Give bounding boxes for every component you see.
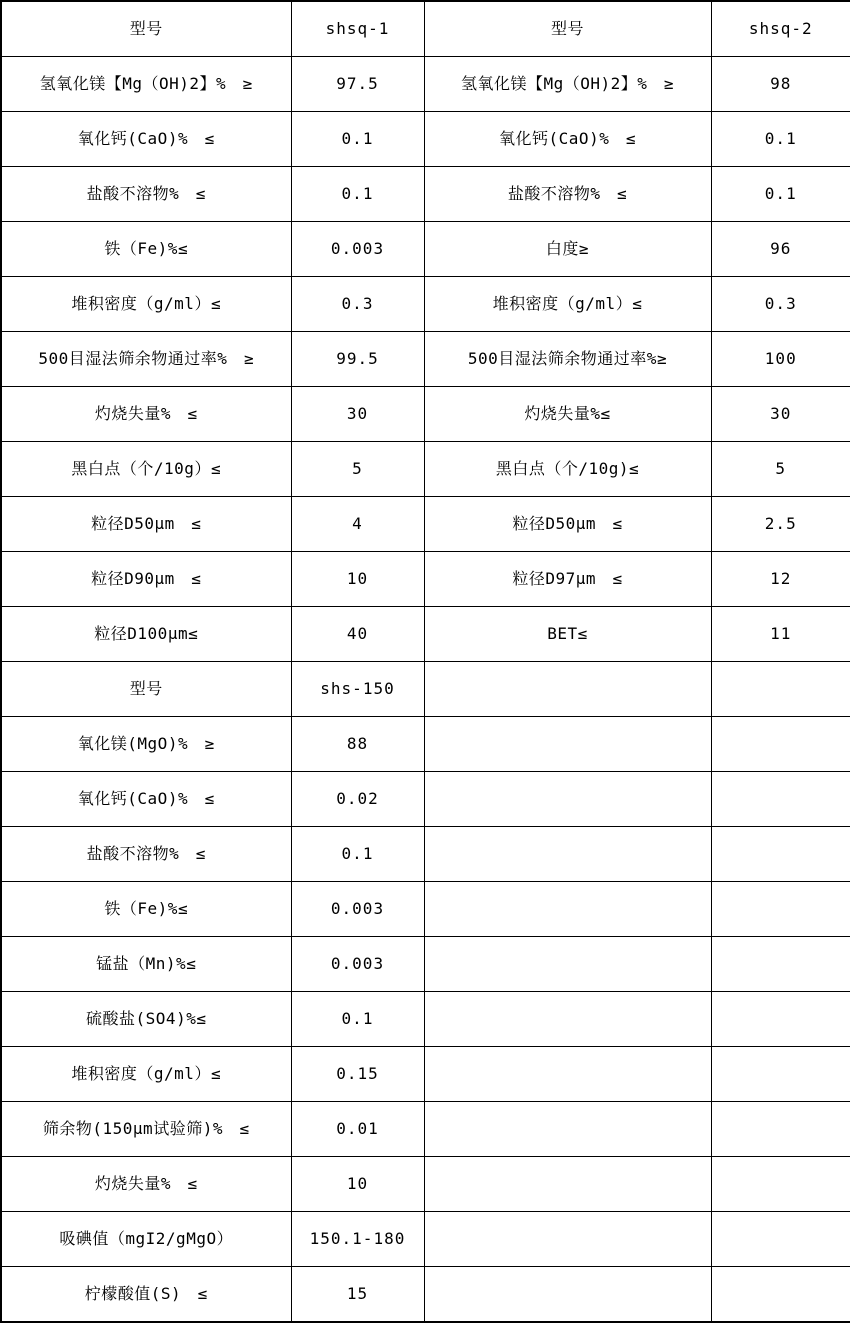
- param-value-right: [711, 1047, 850, 1102]
- param-name-left: 铁（Fe)%≤: [1, 882, 291, 937]
- param-name-right: [424, 882, 711, 937]
- param-name-left: 堆积密度（g/ml）≤: [1, 277, 291, 332]
- param-value-right: [711, 1212, 850, 1267]
- table-row: [1, 167, 850, 222]
- param-name-right: 氢氧化镁【Mg（OH)2】% ≥: [424, 57, 711, 112]
- param-value-left: 0.15: [291, 1047, 424, 1102]
- table-row: [1, 882, 850, 937]
- param-value-left: 97.5: [291, 57, 424, 112]
- table-row: [1, 827, 850, 882]
- param-name-right: BET≤: [424, 607, 711, 662]
- param-name-left: 吸碘值（mgI2/gMgO）: [1, 1212, 291, 1267]
- param-value-left: 10: [291, 552, 424, 607]
- param-name-left: 粒径D90μm ≤: [1, 552, 291, 607]
- param-name-left: 堆积密度（g/ml）≤: [1, 1047, 291, 1102]
- param-value-right: 0.1: [711, 167, 850, 222]
- param-value-right: 98: [711, 57, 850, 112]
- table-row: [1, 662, 850, 717]
- param-name-left: 铁（Fe)%≤: [1, 222, 291, 277]
- param-name-left: 盐酸不溶物% ≤: [1, 827, 291, 882]
- param-value-left: 15: [291, 1267, 424, 1323]
- table-row: [1, 717, 850, 772]
- param-value-right: 12: [711, 552, 850, 607]
- param-name-right: 型号: [424, 1, 711, 57]
- param-name-right: 氧化钙(CaO)% ≤: [424, 112, 711, 167]
- param-name-right: 500目湿法筛余物通过率%≥: [424, 332, 711, 387]
- param-name-left: 黑白点（个/10g）≤: [1, 442, 291, 497]
- param-name-right: 粒径D50μm ≤: [424, 497, 711, 552]
- table-row: [1, 772, 850, 827]
- param-value-right: [711, 1267, 850, 1323]
- param-value-right: 0.1: [711, 112, 850, 167]
- param-value-left: 0.1: [291, 167, 424, 222]
- param-name-right: [424, 1102, 711, 1157]
- param-value-left: 150.1-180: [291, 1212, 424, 1267]
- param-value-left: 0.003: [291, 222, 424, 277]
- table-row: [1, 497, 850, 552]
- table-row: [1, 1267, 850, 1323]
- param-name-right: [424, 772, 711, 827]
- param-name-left: 型号: [1, 1, 291, 57]
- param-name-left: 灼烧失量% ≤: [1, 1157, 291, 1212]
- param-name-right: [424, 827, 711, 882]
- param-value-left: shs-150: [291, 662, 424, 717]
- param-name-right: 黑白点（个/10g)≤: [424, 442, 711, 497]
- table-row: [1, 1, 850, 57]
- param-value-left: 0.01: [291, 1102, 424, 1157]
- table-row: [1, 332, 850, 387]
- param-value-left: 88: [291, 717, 424, 772]
- param-name-right: 盐酸不溶物% ≤: [424, 167, 711, 222]
- param-value-right: shsq-2: [711, 1, 850, 57]
- param-name-left: 盐酸不溶物% ≤: [1, 167, 291, 222]
- param-value-right: [711, 827, 850, 882]
- param-value-right: 0.3: [711, 277, 850, 332]
- table-row: [1, 277, 850, 332]
- param-value-right: [711, 882, 850, 937]
- param-value-left: 0.02: [291, 772, 424, 827]
- param-value-right: 11: [711, 607, 850, 662]
- param-name-right: 白度≥: [424, 222, 711, 277]
- param-name-right: [424, 1047, 711, 1102]
- table-row: [1, 992, 850, 1047]
- param-name-right: [424, 662, 711, 717]
- param-name-right: [424, 937, 711, 992]
- param-value-right: 2.5: [711, 497, 850, 552]
- table-row: [1, 1047, 850, 1102]
- param-value-right: [711, 662, 850, 717]
- param-name-left: 500目湿法筛余物通过率% ≥: [1, 332, 291, 387]
- param-name-right: 粒径D97μm ≤: [424, 552, 711, 607]
- param-name-left: 粒径D50μm ≤: [1, 497, 291, 552]
- param-value-left: 4: [291, 497, 424, 552]
- table-row: [1, 552, 850, 607]
- param-value-left: 10: [291, 1157, 424, 1212]
- param-value-right: [711, 992, 850, 1047]
- table-row: [1, 57, 850, 112]
- table-row: [1, 1212, 850, 1267]
- param-value-right: [711, 1102, 850, 1157]
- param-value-left: shsq-1: [291, 1, 424, 57]
- param-value-right: [711, 772, 850, 827]
- param-name-left: 柠檬酸值(S) ≤: [1, 1267, 291, 1323]
- param-name-left: 锰盐（Mn)%≤: [1, 937, 291, 992]
- table-row: [1, 222, 850, 277]
- param-value-left: 40: [291, 607, 424, 662]
- param-name-right: [424, 717, 711, 772]
- param-value-right: 100: [711, 332, 850, 387]
- table-row: [1, 387, 850, 442]
- param-value-right: 96: [711, 222, 850, 277]
- param-name-left: 氢氧化镁【Mg（OH)2】% ≥: [1, 57, 291, 112]
- param-value-left: 0.003: [291, 882, 424, 937]
- param-value-left: 30: [291, 387, 424, 442]
- spec-table-body: [1, 1, 850, 1322]
- param-name-right: [424, 1157, 711, 1212]
- param-value-right: 30: [711, 387, 850, 442]
- param-value-right: [711, 1157, 850, 1212]
- table-row: [1, 112, 850, 167]
- param-value-left: 0.1: [291, 827, 424, 882]
- param-name-left: 灼烧失量% ≤: [1, 387, 291, 442]
- param-value-right: [711, 937, 850, 992]
- param-value-right: 5: [711, 442, 850, 497]
- param-value-left: 5: [291, 442, 424, 497]
- param-name-right: [424, 1267, 711, 1323]
- param-value-right: [711, 717, 850, 772]
- table-row: [1, 1157, 850, 1212]
- param-name-left: 氧化镁(MgO)% ≥: [1, 717, 291, 772]
- param-name-left: 氧化钙(CaO)% ≤: [1, 772, 291, 827]
- param-name-right: 堆积密度（g/ml）≤: [424, 277, 711, 332]
- param-name-left: 型号: [1, 662, 291, 717]
- param-value-left: 0.1: [291, 992, 424, 1047]
- table-row: [1, 1102, 850, 1157]
- param-name-left: 氧化钙(CaO)% ≤: [1, 112, 291, 167]
- param-name-right: 灼烧失量%≤: [424, 387, 711, 442]
- param-name-right: [424, 992, 711, 1047]
- param-value-left: 99.5: [291, 332, 424, 387]
- table-row: [1, 937, 850, 992]
- param-name-left: 粒径D100μm≤: [1, 607, 291, 662]
- param-name-left: 硫酸盐(SO4)%≤: [1, 992, 291, 1047]
- param-name-left: 筛余物(150μm试验筛)% ≤: [1, 1102, 291, 1157]
- table-row: [1, 607, 850, 662]
- param-name-right: [424, 1212, 711, 1267]
- param-value-left: 0.1: [291, 112, 424, 167]
- table-row: [1, 442, 850, 497]
- param-value-left: 0.3: [291, 277, 424, 332]
- param-value-left: 0.003: [291, 937, 424, 992]
